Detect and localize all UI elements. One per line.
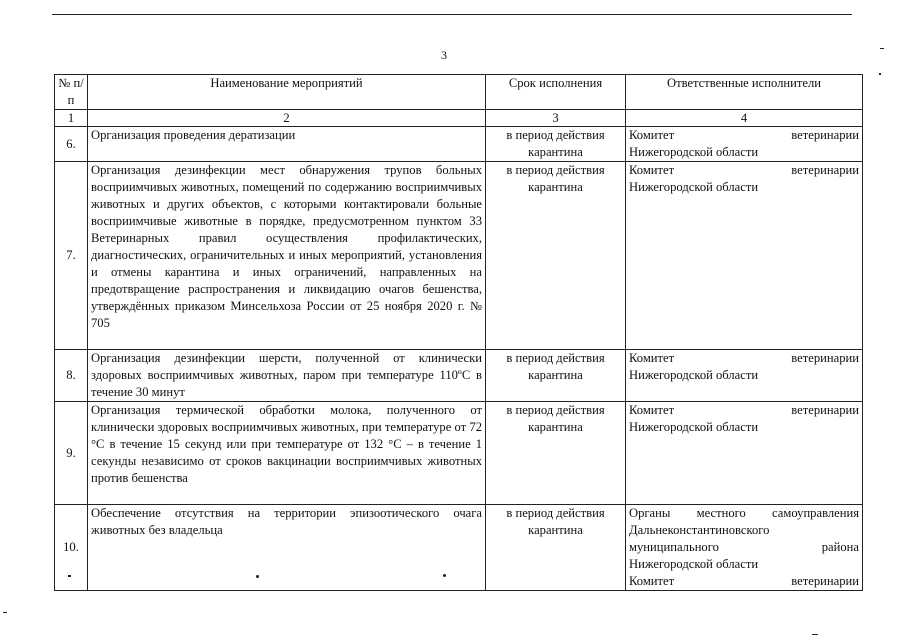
header-num: № п/п: [55, 75, 88, 110]
table-row: [55, 127, 863, 162]
row-number: 8.: [55, 350, 88, 402]
measure-name: Организация дезинфекции мест обнаружения трупов больных восприимчивых животных, помещений по содержанию восприимчивых животных и других объектов, с которыми контактировали больные восприимчивые животные в порядке, предусмотренном пунктом 33 Ветеринарных правил осуществления профилактических, диагностических, ограничительных и иных мероприятий, установления и отмены карантина и иных ограничений, направленных на предотвращение распространения и ликвидацию очагов бешенства, утверждённых приказом Минсельхоза России от 25 ноября 2020 г. № 705: [88, 162, 486, 350]
responsible-line: Нижегородской области: [629, 368, 759, 382]
measure-term: в период действия карантина: [486, 127, 626, 162]
measure-responsible: [626, 505, 863, 591]
table-row: [55, 505, 863, 591]
responsible-line: Дальнеконстантиновского: [629, 523, 770, 537]
table-row: [55, 402, 863, 505]
measure-responsible: [626, 162, 863, 350]
scan-speck: [812, 634, 818, 635]
measure-responsible: [626, 127, 863, 162]
scan-speck: [68, 575, 71, 577]
table-row: [55, 350, 863, 402]
table-row: [55, 162, 863, 350]
index-3: 3: [486, 110, 626, 127]
column-index-row: [55, 110, 863, 127]
index-1: 1: [55, 110, 88, 127]
measure-term: в период действия карантина: [486, 505, 626, 591]
measure-term: в период действия карантина: [486, 162, 626, 350]
header-row: [55, 75, 863, 110]
responsible-line: Нижегородской области: [629, 180, 759, 194]
measure-term: в период действия карантина: [486, 402, 626, 505]
header-responsible: Ответственные исполнители: [626, 75, 863, 110]
row-number: 9.: [55, 402, 88, 505]
responsible-line: Комитет ветеринарии: [629, 163, 859, 177]
scan-speck: [443, 574, 446, 577]
responsible-line: Нижегородской области: [629, 420, 759, 434]
responsible-line: Нижегородской области: [629, 145, 759, 159]
header-term: Срок исполнения: [486, 75, 626, 110]
responsible-line: Органы местного самоуправления: [629, 506, 859, 520]
scan-speck: [880, 48, 884, 49]
measure-responsible: [626, 350, 863, 402]
responsible-line: Комитет ветеринарии: [629, 403, 859, 417]
responsible-line: муниципального района: [629, 540, 859, 554]
measure-name: Обеспечение отсутствия на территории эпизоотического очага животных без владельца: [88, 505, 486, 591]
measure-responsible: [626, 402, 863, 505]
row-number: 10.: [55, 505, 88, 591]
scan-speck: [879, 73, 881, 75]
responsible-line: Комитет ветеринарии: [629, 574, 859, 588]
responsible-line: Комитет ветеринарии: [629, 351, 859, 365]
responsible-line: Нижегородской области: [629, 557, 759, 571]
scan-speck: [3, 612, 7, 613]
measure-name: Организация проведения дератизации: [88, 127, 486, 162]
index-4: 4: [626, 110, 863, 127]
scan-speck: [256, 575, 259, 578]
row-number: 7.: [55, 162, 88, 350]
measure-term: в период действия карантина: [486, 350, 626, 402]
measures-table: [54, 74, 863, 591]
index-2: 2: [88, 110, 486, 127]
header-name: Наименование мероприятий: [88, 75, 486, 110]
page-number: 3: [441, 48, 447, 62]
page-top-border: [52, 14, 852, 15]
measure-name: Организация дезинфекции шерсти, полученной от клинически здоровых восприимчивых животных, паром при температуре 110ºС в течение 30 минут: [88, 350, 486, 402]
row-number: 6.: [55, 127, 88, 162]
responsible-line: Комитет ветеринарии: [629, 128, 859, 142]
measure-name: Организация термической обработки молока, полученного от клинически здоровых восприимчивых животных, при температуре от 72 °С в течение 15 секунд или при температуре от 132 °С – в течение 1 секунды независимо от сроков вакцинации восприимчивых животных против бешенства: [88, 402, 486, 505]
